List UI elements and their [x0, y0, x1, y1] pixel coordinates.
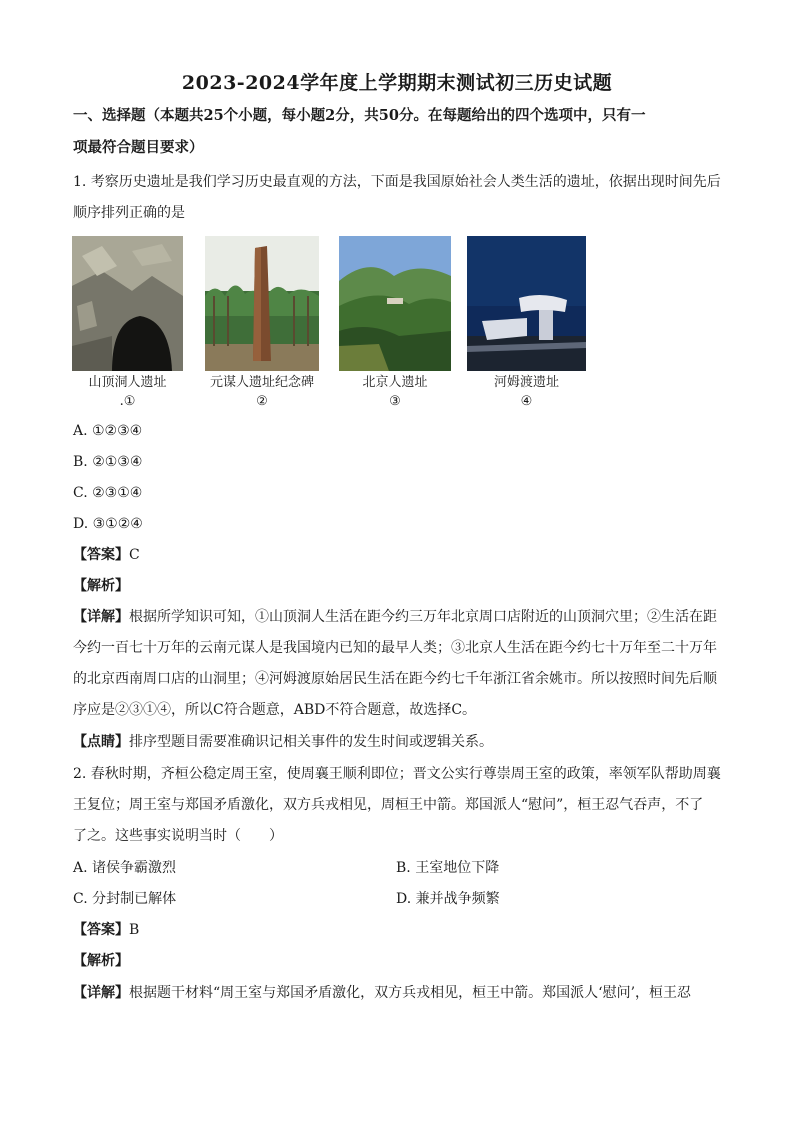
yuanmou-monument-photo: [205, 236, 319, 371]
image-4-number: ④: [520, 394, 533, 409]
question-1-detail-line4: 序应是②③①④，所以C符合题意，ABD不符合题意，故选择C。: [73, 702, 477, 718]
question-1-tip: [73, 732, 723, 752]
image-2-number: ②: [256, 394, 268, 409]
question-1-detail-line1: [73, 607, 723, 627]
question-1-stem-line1: 1. 考察历史遗址是我们学习历史最直观的方法，下面是我国原始社会人类生活的遗址，依据出现时间先后: [73, 174, 721, 190]
detail-label: 【详解】: [73, 985, 129, 1001]
answer-label: 【答案】: [73, 547, 129, 563]
image-3-caption: 北京人遗址: [362, 375, 428, 390]
tip-label: 【点睛】: [73, 734, 129, 750]
question-2-option-a: A. 诸侯争霸激烈: [73, 860, 177, 876]
question-2-option-b: B. 王室地位下降: [396, 860, 500, 876]
detail-text: 根据题干材料“周王室与郑国矛盾激化，双方兵戎相见，桓王中箭。郑国派人‘慰问’，桓王忍: [129, 985, 692, 1001]
question-2-detail-line1: [73, 983, 723, 1003]
question-2-stem-line1: 2. 春秋时期，齐桓公稳定周王室，使周襄王顺利即位；晋文公实行尊崇周王室的政策，率领军队帮助周襄: [73, 766, 721, 782]
section-heading-line1: 一、选择题（本题共25个小题，每小题2分，共50分。在每题给出的四个选项中，只有一: [73, 107, 646, 124]
answer-label: 【答案】: [73, 922, 129, 938]
question-1-stem-line2: 顺序排列正确的是: [73, 205, 185, 221]
question-2-option-c: C. 分封制已解体: [73, 891, 177, 907]
hemudu-site-photo: [467, 236, 586, 371]
question-1-option-c: C. ②③①④: [73, 485, 143, 501]
question-2-option-d: D. 兼并战争频繁: [396, 891, 500, 907]
question-2-analysis-label: [73, 951, 723, 971]
question-1-answer: [73, 545, 723, 565]
question-2-answer: [73, 920, 723, 940]
tip-text: 排序型题目需要准确识记相关事件的发生时间或逻辑关系。: [129, 734, 493, 750]
image-1-caption: 山顶洞人遗址: [88, 375, 167, 390]
answer-value: B: [129, 922, 140, 938]
analysis-label: 【解析】: [73, 953, 129, 969]
question-1-option-a: A. ①②③④: [73, 423, 143, 439]
page-title: 2023-2024学年度上学期期末测试初三历史试题: [181, 72, 613, 94]
question-1-detail-line2: 今约一百七十万年的云南元谋人是我国境内已知的最早人类；③北京人生活在距今约七十万年至二十万年: [73, 640, 717, 656]
analysis-label: 【解析】: [73, 578, 129, 594]
section-heading-line2: 项最符合题目要求）: [73, 139, 204, 156]
question-1-detail-line3: 的北京西南周口店的山洞里；④河姆渡原始居民生活在距今约七千年浙江省余姚市。所以按照时间先后顺: [73, 671, 717, 687]
peking-man-site-photo: [339, 236, 451, 371]
cave-site-photo: [72, 236, 183, 371]
question-1-option-d: D. ③①②④: [73, 516, 143, 532]
image-4-caption: 河姆渡遗址: [493, 375, 559, 390]
question-1-analysis-label: [73, 576, 723, 596]
question-2-stem-line2: 王复位；周王室与郑国矛盾激化，双方兵戎相见，周桓王中箭。郑国派人“慰问”，桓王忍气吞声，不了: [73, 797, 704, 813]
detail-label: 【详解】: [73, 609, 129, 625]
detail-text: 根据所学知识可知，①山顶洞人生活在距今约三万年北京周口店附近的山顶洞穴里；②生活在距: [129, 609, 717, 625]
question-2-stem-line3: 了之。这些事实说明当时（ ）: [73, 828, 283, 844]
image-3-number: ③: [389, 394, 401, 409]
image-2-caption: 元谋人遗址纪念碑: [209, 375, 314, 390]
image-1-number: .①: [119, 394, 136, 409]
question-1-option-b: B. ②①③④: [73, 454, 143, 470]
answer-value: C: [129, 547, 140, 563]
